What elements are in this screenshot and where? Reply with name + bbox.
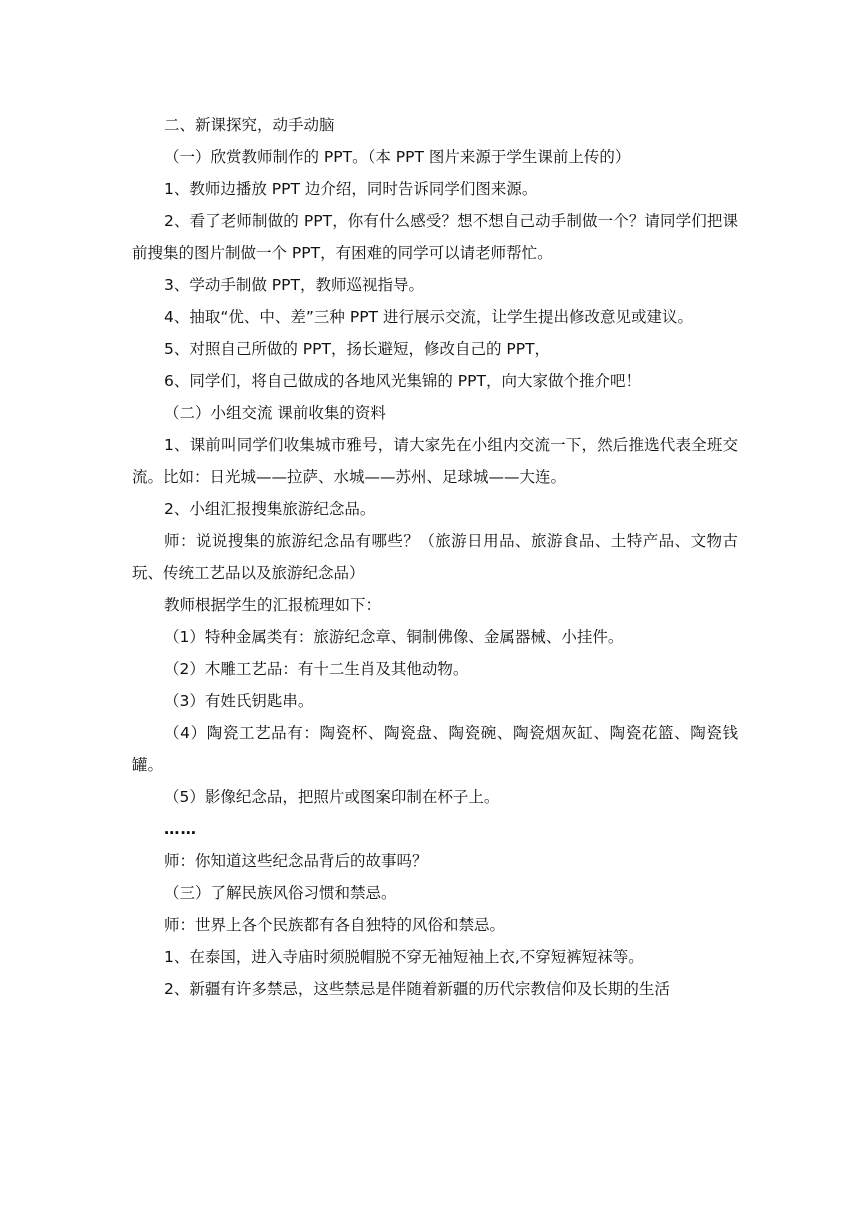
list-item: （4）陶瓷工艺品有：陶瓷杯、陶瓷盘、陶瓷碗、陶瓷烟灰缸、陶瓷花篮、陶瓷钱罐。 [132,724,738,774]
paragraph: 师：你知道这些纪念品背后的故事吗？ [164,852,428,870]
list-item: （5）影像纪念品，把照片或图案印制在杯子上。 [164,788,500,806]
subsection-heading-3: （三）了解民族风俗习惯和禁忌。 [164,884,397,902]
list-item: （3）有姓氏钥匙串。 [164,692,314,710]
list-item: （1）特种金属类有：旅游纪念章、铜制佛像、金属器械、小挂件。 [164,628,624,646]
ellipsis: …… [164,820,197,838]
section-heading-2: 二、新课探究，动手动脑 [164,116,335,134]
document-body [132,109,738,1005]
paragraph: 教师根据学生的汇报梳理如下： [164,596,382,614]
paragraph: 2、小组汇报搜集旅游纪念品。 [164,500,376,518]
paragraph: 2、看了老师制做的 PPT，你有什么感受？想不想自己动手制做一个？请同学们把课前搜集的图片制做一个 PPT，有困难的同学可以请老师帮忙。 [132,212,738,262]
list-item: （2）木雕工艺品：有十二生肖及其他动物。 [164,660,469,678]
paragraph: 3、学动手制做 PPT，教师巡视指导。 [164,276,424,294]
paragraph: 1、教师边播放 PPT 边介绍，同时告诉同学们图来源。 [164,180,538,198]
paragraph: 1、在泰国，进入寺庙时须脱帽脱不穿无袖短袖上衣,不穿短裤短袜等。 [164,948,644,966]
paragraph: 2、新疆有许多禁忌，这些禁忌是伴随着新疆的历代宗教信仰及长期的生活 [164,980,670,998]
paragraph: 师：说说搜集的旅游纪念品有哪些？（旅游日用品、旅游食品、土特产品、文物古玩、传统工艺品以及旅游纪念品） [132,532,738,582]
paragraph: 6、同学们，将自己做成的各地风光集锦的 PPT，向大家做个推介吧！ [164,372,641,390]
paragraph: 师：世界上各个民族都有各自独特的风俗和禁忌。 [164,916,506,934]
subsection-heading-2: （二）小组交流 课前收集的资料 [164,404,386,422]
paragraph: 1、课前叫同学们收集城市雅号，请大家先在小组内交流一下，然后推选代表全班交流。比如：日光城——拉萨、水城——苏州、足球城——大连。 [132,436,738,486]
subsection-heading-1: （一）欣赏教师制作的 PPT。（本 PPT 图片来源于学生课前上传的） [164,148,631,166]
paragraph: 4、抽取“优、中、差”三种 PPT 进行展示交流，让学生提出修改意见或建议。 [164,308,693,326]
paragraph: 5、对照自己所做的 PPT，扬长避短，修改自己的 PPT， [164,340,551,358]
